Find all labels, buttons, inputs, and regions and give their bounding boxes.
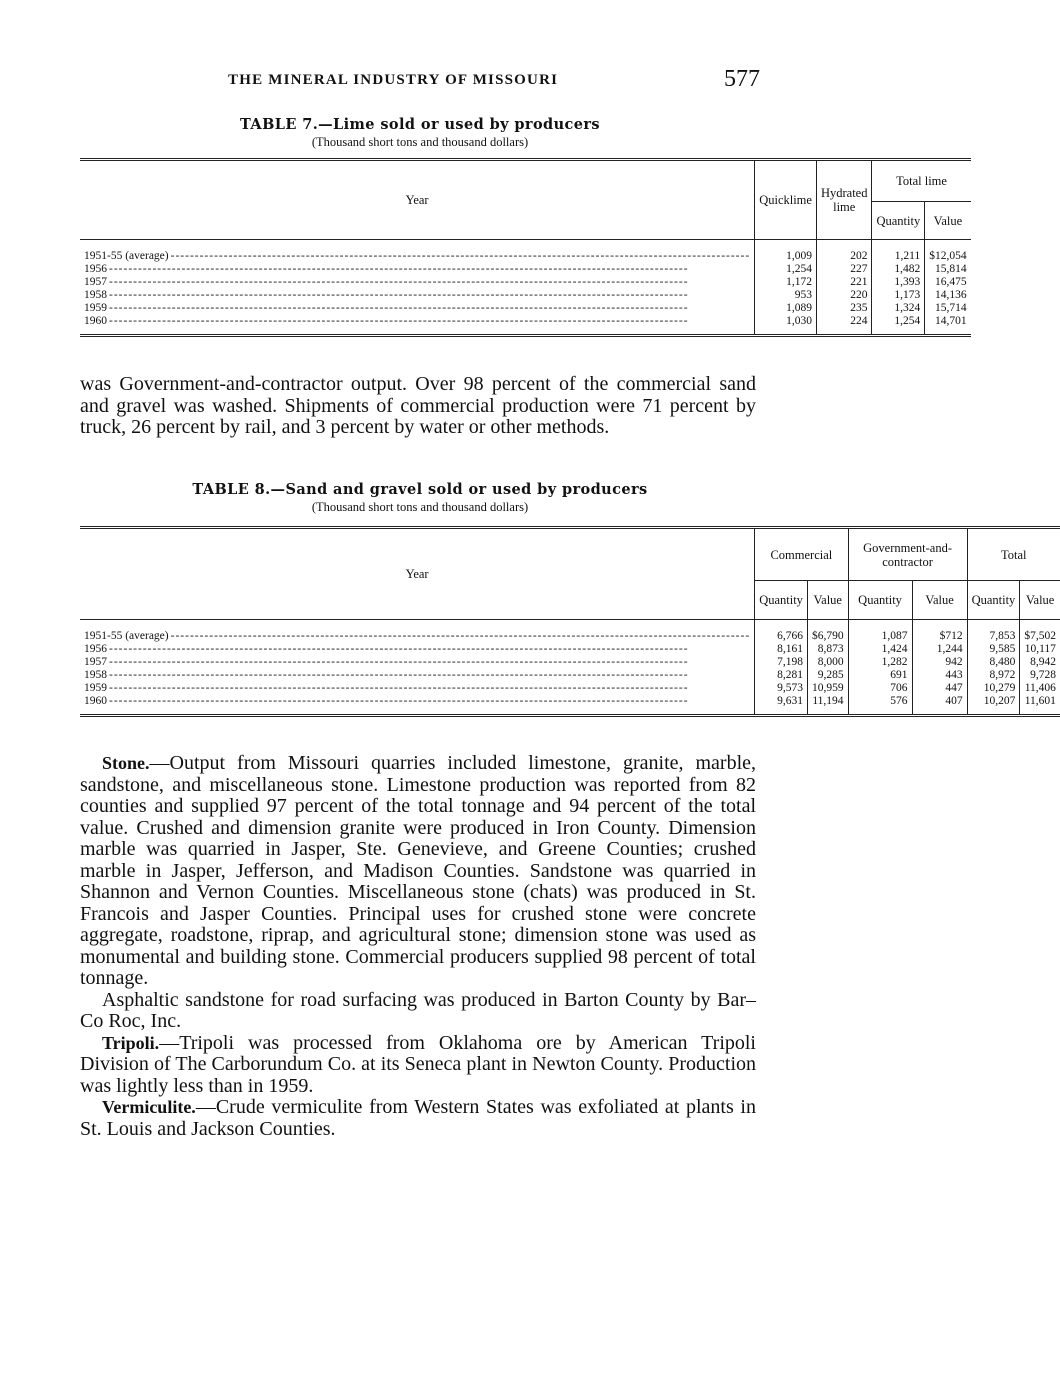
- total-quantity-cell: 1,211: [872, 250, 925, 263]
- hydrated-cell: 221: [816, 276, 872, 289]
- table-row: [80, 695, 1060, 708]
- leader-dots: ------------------------------------------------------------------------------------------------------------------------: [109, 669, 689, 681]
- row-year-label: 1951-55 (average): [84, 250, 169, 262]
- leader-dots: ------------------------------------------------------------------------------------------------------------------------: [170, 630, 751, 642]
- total-quantity-cell: 1,173: [872, 289, 925, 302]
- row-year: [80, 289, 755, 302]
- row-year-label: 1959: [84, 682, 107, 694]
- total-quantity-cell: 10,207: [967, 695, 1020, 708]
- leader-dots: ------------------------------------------------------------------------------------------------------------------------: [109, 276, 689, 288]
- commercial-value-cell: 8,873: [807, 643, 848, 656]
- quicklime-cell: 1,172: [755, 276, 817, 289]
- row-year: [80, 276, 755, 289]
- total-quantity-cell: 8,480: [967, 656, 1020, 669]
- table8-header-t-quantity: Quantity: [967, 581, 1020, 620]
- table-row: [80, 630, 1060, 643]
- vermiculite-text: —Crude vermiculite from Western States was exfoliated at plants in St. Louis and Jackson Counties.: [80, 1096, 756, 1140]
- commercial-quantity-cell: 6,766: [755, 630, 808, 643]
- quicklime-cell: 1,009: [755, 250, 817, 263]
- table7-header-quicklime: Quicklime: [755, 160, 817, 240]
- leader-dots: ------------------------------------------------------------------------------------------------------------------------: [109, 263, 689, 275]
- table7: [80, 158, 971, 337]
- tripoli-heading: Tripoli.: [102, 1032, 160, 1053]
- hydrated-cell: 220: [816, 289, 872, 302]
- commercial-value-cell: 10,959: [807, 682, 848, 695]
- table8-header-c-quantity: Quantity: [755, 581, 808, 620]
- commercial-value-cell: $6,790: [807, 630, 848, 643]
- table-row: [80, 669, 1060, 682]
- table-row: [80, 276, 971, 289]
- table7-header-value: Value: [925, 202, 971, 240]
- paragraph-stone: [80, 753, 756, 1140]
- table8-header-government: [848, 528, 967, 581]
- commercial-value-cell: 9,285: [807, 669, 848, 682]
- hydrated-cell: 202: [816, 250, 872, 263]
- vermiculite-paragraph: [80, 1097, 756, 1140]
- table8-header-commercial: Commercial: [755, 528, 848, 581]
- row-year-label: 1960: [84, 695, 107, 707]
- total-value-cell: 16,475: [925, 276, 971, 289]
- row-year: [80, 682, 755, 695]
- total-value-cell: 9,728: [1020, 669, 1060, 682]
- hydrated-cell: 224: [816, 315, 872, 328]
- total-quantity-cell: 1,482: [872, 263, 925, 276]
- total-quantity-cell: 1,254: [872, 315, 925, 328]
- row-year-label: 1956: [84, 643, 107, 655]
- table7-caption: [80, 116, 760, 150]
- commercial-quantity-cell: 8,161: [755, 643, 808, 656]
- row-year-label: 1960: [84, 315, 107, 327]
- total-value-cell: 11,601: [1020, 695, 1060, 708]
- total-value-cell: 14,136: [925, 289, 971, 302]
- row-year: [80, 630, 755, 643]
- paragraph-text: was Government-and-contractor output. Over 98 percent of the commercial sand and gravel was washed. Shipments of commercial production were 71 percent by truck, 26 percent by rail, and 3 percent by water or other methods.: [80, 373, 756, 438]
- leader-dots: ------------------------------------------------------------------------------------------------------------------------: [170, 250, 751, 262]
- commercial-quantity-cell: 9,631: [755, 695, 808, 708]
- table-row: [80, 315, 971, 328]
- government-quantity-cell: 1,087: [848, 630, 912, 643]
- page-number: 577: [724, 66, 760, 92]
- table-row: [80, 643, 1060, 656]
- quicklime-cell: 953: [755, 289, 817, 302]
- quicklime-cell: 1,254: [755, 263, 817, 276]
- table-row: [80, 250, 971, 263]
- table7-header-total: Total lime: [872, 160, 971, 202]
- table8-header-total: Total: [967, 528, 1060, 581]
- commercial-quantity-cell: 9,573: [755, 682, 808, 695]
- hydrated-cell: 235: [816, 302, 872, 315]
- leader-dots: ------------------------------------------------------------------------------------------------------------------------: [109, 289, 689, 301]
- table7-subtitle: (Thousand short tons and thousand dollars): [311, 135, 529, 149]
- table8-header-year: Year: [80, 528, 755, 620]
- total-value-cell: 10,117: [1020, 643, 1060, 656]
- table8-header-t-value: Value: [1020, 581, 1060, 620]
- table-row: [80, 289, 971, 302]
- leader-dots: ------------------------------------------------------------------------------------------------------------------------: [109, 643, 689, 655]
- hydrated-cell: 227: [816, 263, 872, 276]
- row-year-label: 1958: [84, 289, 107, 301]
- table8-subtitle: (Thousand short tons and thousand dollars): [311, 500, 529, 514]
- row-year: [80, 695, 755, 708]
- total-quantity-cell: 10,279: [967, 682, 1020, 695]
- commercial-quantity-cell: 8,281: [755, 669, 808, 682]
- total-quantity-cell: 1,393: [872, 276, 925, 289]
- total-quantity-cell: 9,585: [967, 643, 1020, 656]
- row-year: [80, 315, 755, 328]
- total-quantity-cell: 8,972: [967, 669, 1020, 682]
- total-value-cell: $7,502: [1020, 630, 1060, 643]
- stone-paragraph: [80, 753, 756, 990]
- leader-dots: ------------------------------------------------------------------------------------------------------------------------: [109, 302, 689, 314]
- row-year: [80, 302, 755, 315]
- total-quantity-cell: 7,853: [967, 630, 1020, 643]
- government-value-cell: 1,244: [912, 643, 967, 656]
- table8-caption: [80, 481, 760, 515]
- table-row: [80, 656, 1060, 669]
- table8-header-g-value: Value: [912, 581, 967, 620]
- page-header: [80, 68, 760, 98]
- total-value-cell: 11,406: [1020, 682, 1060, 695]
- leader-dots: ------------------------------------------------------------------------------------------------------------------------: [109, 682, 689, 694]
- table-row: [80, 302, 971, 315]
- government-quantity-cell: 691: [848, 669, 912, 682]
- commercial-value-cell: 11,194: [807, 695, 848, 708]
- total-value-cell: 8,942: [1020, 656, 1060, 669]
- government-value-cell: 942: [912, 656, 967, 669]
- government-quantity-cell: 576: [848, 695, 912, 708]
- vermiculite-heading: Vermiculite.: [102, 1097, 196, 1117]
- row-year: [80, 263, 755, 276]
- row-year-label: 1959: [84, 302, 107, 314]
- row-year-label: 1957: [84, 276, 107, 288]
- total-quantity-cell: 1,324: [872, 302, 925, 315]
- row-year-label: 1958: [84, 669, 107, 681]
- row-year: [80, 656, 755, 669]
- government-value-cell: $712: [912, 630, 967, 643]
- tripoli-text: —Tripoli was processed from Oklahoma ore by American Tripoli Division of The Carborundum Co. at its Seneca plant in Newton County. Production was lightly less than in 1959.: [80, 1031, 756, 1097]
- commercial-quantity-cell: 7,198: [755, 656, 808, 669]
- total-value-cell: $12,054: [925, 250, 971, 263]
- row-year: [80, 643, 755, 656]
- table8: [80, 526, 1060, 717]
- running-title: THE MINERAL INDUSTRY OF MISSOURI: [228, 72, 559, 88]
- government-value-cell: 443: [912, 669, 967, 682]
- row-year-label: 1951-55 (average): [84, 630, 169, 642]
- table8-header-c-value: Value: [807, 581, 848, 620]
- row-year-label: 1956: [84, 263, 107, 275]
- government-quantity-cell: 1,424: [848, 643, 912, 656]
- table7-header-year: Year: [80, 160, 755, 240]
- total-value-cell: 15,714: [925, 302, 971, 315]
- table7-title: TABLE 7.—Lime sold or used by producers: [240, 116, 600, 133]
- table-row: [80, 682, 1060, 695]
- table7-header-hydrated: Hydrated lime: [816, 160, 872, 240]
- row-year-label: 1957: [84, 656, 107, 668]
- government-quantity-cell: 706: [848, 682, 912, 695]
- table8-header-g-quantity: Quantity: [848, 581, 912, 620]
- commercial-value-cell: 8,000: [807, 656, 848, 669]
- total-value-cell: 14,701: [925, 315, 971, 328]
- quicklime-cell: 1,089: [755, 302, 817, 315]
- government-value-cell: 447: [912, 682, 967, 695]
- asphaltic-paragraph: Asphaltic sandstone for road surfacing was produced in Barton County by Bar–Co Roc, Inc.: [80, 988, 756, 1032]
- leader-dots: ------------------------------------------------------------------------------------------------------------------------: [109, 656, 689, 668]
- leader-dots: ------------------------------------------------------------------------------------------------------------------------: [109, 315, 689, 327]
- stone-heading: Stone.: [102, 753, 150, 773]
- table7-header-quantity: Quantity: [872, 202, 925, 240]
- quicklime-cell: 1,030: [755, 315, 817, 328]
- paragraph-sand-gravel: [80, 374, 756, 439]
- stone-text: —Output from Missouri quarries included limestone, granite, marble, sandstone, and miscellaneous stone. Limestone production was reported from 82 counties and supplied 97 percent of the total tonnage and 94 percent of the total value. Crushed and dimension granite were produced in Iron County. Dimension marble was quarried in Jasper, Ste. Genevieve, and Greene Counties; crushed marble in Jasper, Jefferson, and Madison Counties. Sandstone was quarried in Shannon and Vernon Counties. Miscellaneous stone (chats) was produced in St. Francois and Jasper Counties. Principal uses for crushed stone were concrete aggregate, roadstone, riprap, and agricultural stone; dimension stone was used as monumental and building stone. Commercial producers supplied 98 percent of total tonnage.: [80, 752, 756, 989]
- government-quantity-cell: 1,282: [848, 656, 912, 669]
- table8-header-government-text: Government-and-contractor: [863, 540, 952, 569]
- table-row: [80, 263, 971, 276]
- row-year: [80, 669, 755, 682]
- tripoli-paragraph: [80, 1033, 756, 1098]
- total-value-cell: 15,814: [925, 263, 971, 276]
- leader-dots: ------------------------------------------------------------------------------------------------------------------------: [109, 695, 689, 707]
- government-value-cell: 407: [912, 695, 967, 708]
- row-year: [80, 250, 755, 263]
- table8-title: TABLE 8.—Sand and gravel sold or used by producers: [192, 481, 648, 498]
